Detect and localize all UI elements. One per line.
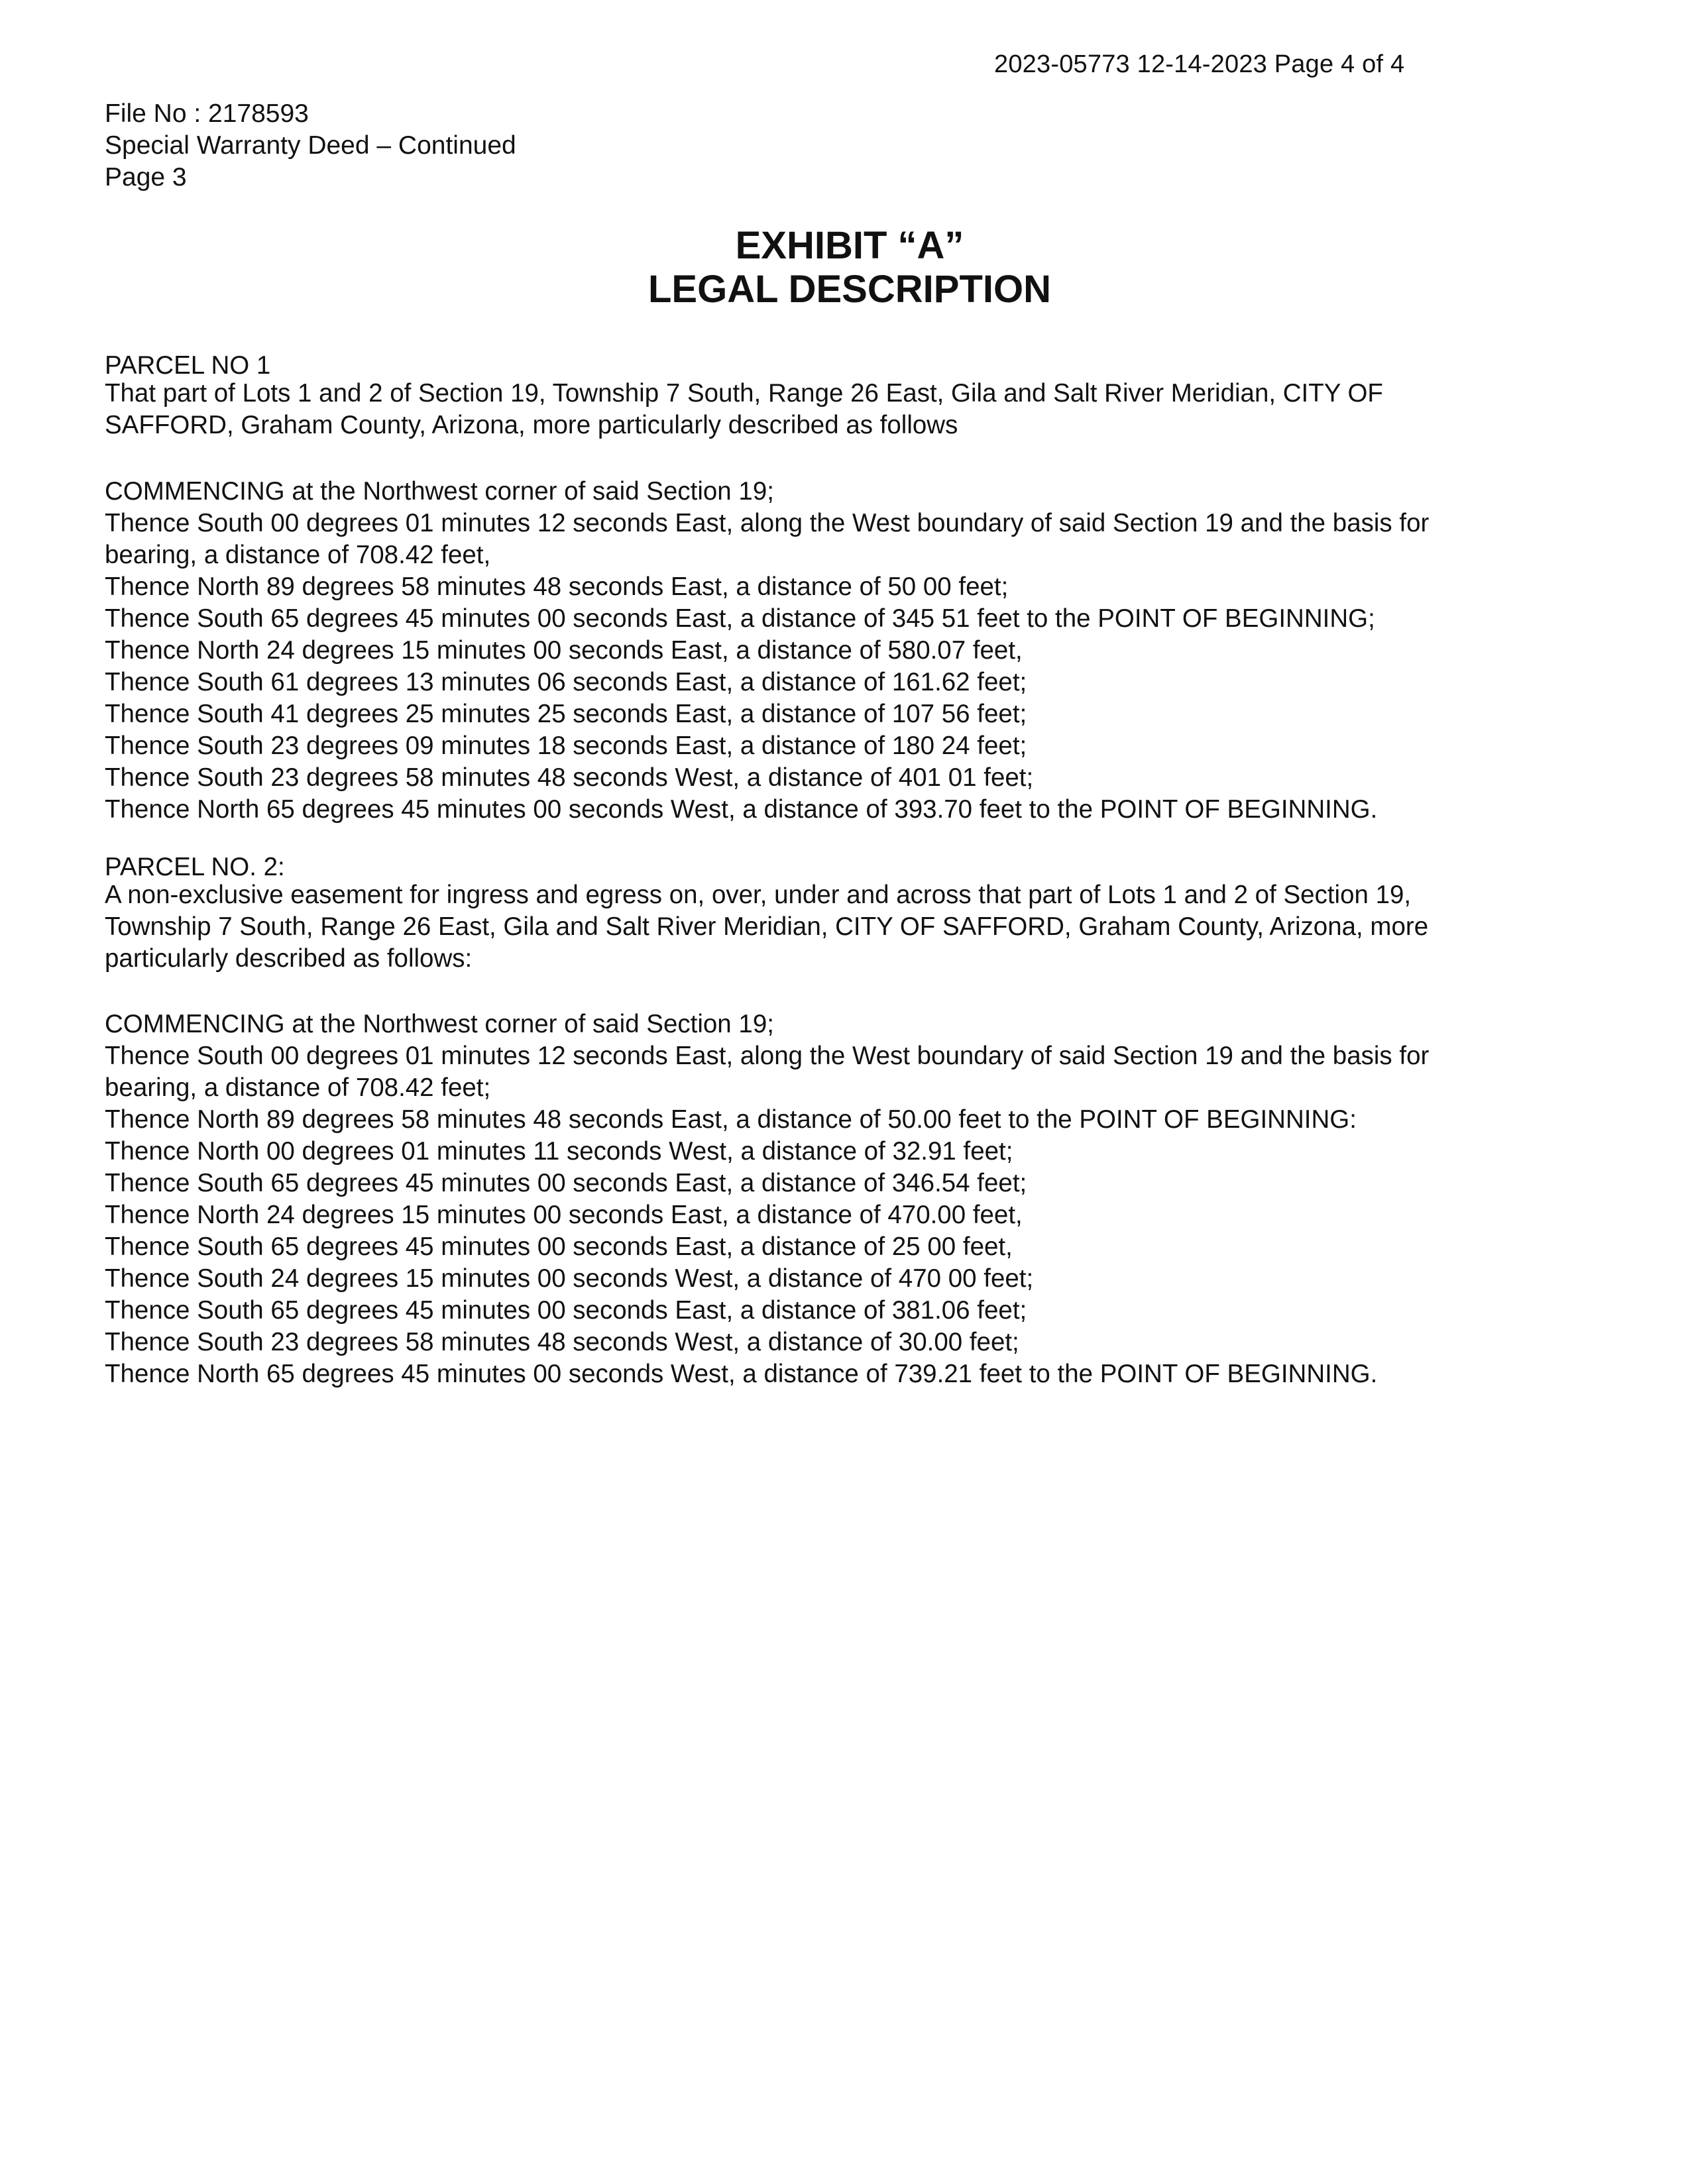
boundary-call: COMMENCING at the Northwest corner of said Section 19; bbox=[105, 477, 774, 506]
boundary-call: Thence South 65 degrees 45 minutes 00 seconds East, a distance of 345 51 feet to the POINT OF BEGINNING; bbox=[105, 604, 1375, 633]
boundary-call: Thence South 23 degrees 09 minutes 18 seconds East, a distance of 180 24 feet; bbox=[105, 732, 1027, 760]
parcel-heading: PARCEL NO 1 bbox=[105, 351, 271, 380]
page-label: Page 3 bbox=[105, 163, 187, 191]
boundary-call: Thence North 65 degrees 45 minutes 00 seconds West, a distance of 739.21 feet to the POINT OF BEGINNING. bbox=[105, 1360, 1378, 1388]
description-line: SAFFORD, Graham County, Arizona, more particularly described as follows bbox=[105, 411, 958, 439]
parcel-2-heading bbox=[105, 851, 1569, 883]
description-line: Township 7 South, Range 26 East, Gila and Salt River Meridian, CITY OF SAFFORD, Graham County, Arizona, more bbox=[105, 912, 1429, 941]
boundary-call: bearing, a distance of 708.42 feet; bbox=[105, 1073, 491, 1102]
document-header bbox=[105, 98, 516, 193]
boundary-call: Thence South 65 degrees 45 minutes 00 seconds East, a distance of 25 00 feet, bbox=[105, 1232, 1013, 1261]
boundary-call: Thence South 23 degrees 58 minutes 48 seconds West, a distance of 30.00 feet; bbox=[105, 1328, 1019, 1356]
boundary-call: Thence South 65 degrees 45 minutes 00 seconds East, a distance of 346.54 feet; bbox=[105, 1169, 1027, 1197]
boundary-call: Thence North 00 degrees 01 minutes 11 seconds West, a distance of 32.91 feet; bbox=[105, 1137, 1013, 1166]
boundary-call: Thence South 23 degrees 58 minutes 48 seconds West, a distance of 401 01 feet; bbox=[105, 763, 1034, 792]
description-line: particularly described as follows: bbox=[105, 944, 473, 973]
recording-stamp: 2023-05773 12-14-2023 Page 4 of 4 bbox=[994, 50, 1405, 78]
parcel-1-description bbox=[105, 378, 1569, 441]
file-number: File No : 2178593 bbox=[105, 99, 309, 128]
boundary-call: Thence North 89 degrees 58 minutes 48 seconds East, a distance of 50 00 feet; bbox=[105, 573, 1009, 601]
exhibit-label: EXHIBIT “A” bbox=[735, 224, 964, 267]
boundary-call: Thence North 65 degrees 45 minutes 00 seconds West, a distance of 393.70 feet to the POINT OF BEGINNING. bbox=[105, 795, 1378, 824]
boundary-call: Thence North 24 degrees 15 minutes 00 seconds East, a distance of 580.07 feet, bbox=[105, 636, 1023, 665]
boundary-call: Thence South 00 degrees 01 minutes 12 seconds East, along the West boundary of said Section 19 and the basis for bbox=[105, 509, 1430, 537]
document-type: Special Warranty Deed – Continued bbox=[105, 131, 516, 160]
boundary-call: Thence South 00 degrees 01 minutes 12 seconds East, along the West boundary of said Section 19 and the basis for bbox=[105, 1042, 1430, 1070]
legal-description-heading: LEGAL DESCRIPTION bbox=[648, 268, 1051, 311]
boundary-call: Thence South 24 degrees 15 minutes 00 seconds West, a distance of 470 00 feet; bbox=[105, 1264, 1034, 1293]
exhibit-title bbox=[0, 224, 1686, 311]
boundary-call: COMMENCING at the Northwest corner of said Section 19; bbox=[105, 1010, 774, 1038]
boundary-call: Thence North 24 degrees 15 minutes 00 seconds East, a distance of 470.00 feet, bbox=[105, 1201, 1023, 1229]
boundary-call: Thence North 89 degrees 58 minutes 48 seconds East, a distance of 50.00 feet to the POINT OF BEGINNING: bbox=[105, 1105, 1357, 1134]
parcel-1-heading bbox=[105, 350, 1569, 382]
parcel-2-description bbox=[105, 879, 1569, 975]
parcel-1-boundary-calls bbox=[105, 476, 1569, 826]
boundary-call: Thence South 65 degrees 45 minutes 00 seconds East, a distance of 381.06 feet; bbox=[105, 1296, 1027, 1325]
parcel-heading: PARCEL NO. 2: bbox=[105, 853, 285, 881]
description-line: That part of Lots 1 and 2 of Section 19, Township 7 South, Range 26 East, Gila and Salt River Meridian, CITY OF bbox=[105, 379, 1383, 408]
boundary-call: Thence South 41 degrees 25 minutes 25 seconds East, a distance of 107 56 feet; bbox=[105, 700, 1027, 728]
boundary-call: bearing, a distance of 708.42 feet, bbox=[105, 541, 491, 569]
parcel-2-boundary-calls bbox=[105, 1009, 1569, 1390]
description-line: A non-exclusive easement for ingress and egress on, over, under and across that part of Lots 1 and 2 of Section 19, bbox=[105, 881, 1412, 909]
boundary-call: Thence South 61 degrees 13 minutes 06 seconds East, a distance of 161.62 feet; bbox=[105, 668, 1027, 696]
